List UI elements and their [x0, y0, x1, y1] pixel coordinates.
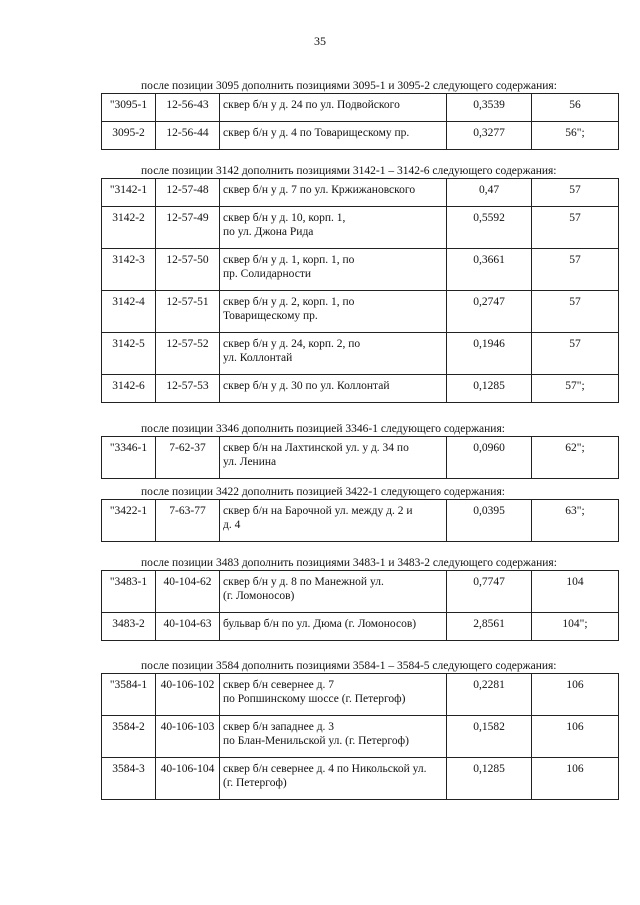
object-code: 7-62-37 [156, 437, 220, 479]
position-number: 3584-3 [102, 758, 156, 800]
object-area: 0,2281 [447, 674, 532, 716]
object-name: сквер б/н у д. 8 по Манежной ул. (г. Ломоносов) [220, 571, 447, 613]
object-area: 0,1285 [447, 758, 532, 800]
section-3142 [101, 165, 606, 403]
positions-table [101, 93, 619, 150]
table-row [102, 571, 619, 613]
section-intro: после позиции 3095 дополнить позициями 3095-1 и 3095-2 следующего содержания: [141, 80, 557, 92]
table-row [102, 613, 619, 641]
position-number: 3584-2 [102, 716, 156, 758]
object-area: 0,1946 [447, 333, 532, 375]
object-name: бульвар б/н по ул. Дюма (г. Ломоносов) [220, 613, 447, 641]
table-row [102, 122, 619, 150]
object-area: 0,7747 [447, 571, 532, 613]
district-number: 56 [532, 94, 619, 122]
position-number: 3095-2 [102, 122, 156, 150]
object-name: сквер б/н западнее д. 3 по Блан-Менильской ул. (г. Петергоф) [220, 716, 447, 758]
object-code: 40-104-62 [156, 571, 220, 613]
section-intro: после позиции 3584 дополнить позициями 3584-1 – 3584-5 следующего содержания: [141, 660, 557, 672]
object-name: сквер б/н у д. 4 по Товарищескому пр. [220, 122, 447, 150]
object-area: 0,2747 [447, 291, 532, 333]
page-number: 35 [314, 34, 326, 48]
positions-table [101, 178, 619, 403]
section-3422 [101, 486, 606, 542]
section-intro: после позиции 3422 дополнить позицией 3422-1 следующего содержания: [141, 486, 505, 498]
object-name: сквер б/н севернее д. 7 по Ропшинскому шоссе (г. Петергоф) [220, 674, 447, 716]
object-area: 0,1582 [447, 716, 532, 758]
section-3095 [101, 80, 606, 150]
object-code: 7-63-77 [156, 500, 220, 542]
object-name: сквер б/н у д. 10, корп. 1, по ул. Джона Рида [220, 207, 447, 249]
object-code: 40-106-103 [156, 716, 220, 758]
district-number: 104 [532, 571, 619, 613]
object-code: 12-57-52 [156, 333, 220, 375]
object-name: сквер б/н у д. 24 по ул. Подвойского [220, 94, 447, 122]
district-number: 57 [532, 179, 619, 207]
district-number: 57 [532, 291, 619, 333]
district-number: 106 [532, 758, 619, 800]
object-area: 0,5592 [447, 207, 532, 249]
object-name: сквер б/н на Лахтинской ул. у д. 34 по ул. Ленина [220, 437, 447, 479]
object-area: 0,3661 [447, 249, 532, 291]
table-row [102, 249, 619, 291]
object-name: сквер б/н у д. 30 по ул. Коллонтай [220, 375, 447, 403]
table-row [102, 94, 619, 122]
positions-table [101, 436, 619, 479]
object-code: 12-57-48 [156, 179, 220, 207]
object-code: 40-106-102 [156, 674, 220, 716]
object-code: 12-56-43 [156, 94, 220, 122]
section-3584 [101, 660, 606, 800]
object-code: 12-57-51 [156, 291, 220, 333]
position-number: "3422-1 [102, 500, 156, 542]
table-row [102, 716, 619, 758]
position-number: 3142-4 [102, 291, 156, 333]
object-area: 2,8561 [447, 613, 532, 641]
district-number: 56"; [532, 122, 619, 150]
section-3346 [101, 423, 606, 479]
object-code: 12-57-49 [156, 207, 220, 249]
table-row [102, 758, 619, 800]
table-row [102, 437, 619, 479]
table-row [102, 291, 619, 333]
object-area: 0,3277 [447, 122, 532, 150]
district-number: 57 [532, 333, 619, 375]
positions-table [101, 570, 619, 641]
positions-table [101, 673, 619, 800]
table-row [102, 375, 619, 403]
table-row [102, 333, 619, 375]
position-number: "3346-1 [102, 437, 156, 479]
section-intro: после позиции 3142 дополнить позициями 3142-1 – 3142-6 следующего содержания: [141, 165, 557, 177]
object-code: 12-56-44 [156, 122, 220, 150]
object-code: 40-106-104 [156, 758, 220, 800]
district-number: 63"; [532, 500, 619, 542]
position-number: "3584-1 [102, 674, 156, 716]
district-number: 57 [532, 249, 619, 291]
table-row [102, 500, 619, 542]
district-number: 106 [532, 674, 619, 716]
positions-table [101, 499, 619, 542]
object-name: сквер б/н у д. 24, корп. 2, по ул. Коллонтай [220, 333, 447, 375]
object-area: 0,3539 [447, 94, 532, 122]
object-area: 0,1285 [447, 375, 532, 403]
district-number: 57 [532, 207, 619, 249]
object-name: сквер б/н у д. 2, корп. 1, по Товарищескому пр. [220, 291, 447, 333]
district-number: 57"; [532, 375, 619, 403]
object-name: сквер б/н севернее д. 4 по Никольской ул. (г. Петергоф) [220, 758, 447, 800]
position-number: 3142-3 [102, 249, 156, 291]
object-area: 0,47 [447, 179, 532, 207]
object-name: сквер б/н у д. 1, корп. 1, по пр. Солидарности [220, 249, 447, 291]
section-intro: после позиции 3483 дополнить позициями 3483-1 и 3483-2 следующего содержания: [141, 557, 557, 569]
table-row [102, 179, 619, 207]
position-number: "3483-1 [102, 571, 156, 613]
section-intro: после позиции 3346 дополнить позицией 3346-1 следующего содержания: [141, 423, 505, 435]
section-3483 [101, 557, 606, 641]
object-area: 0,0960 [447, 437, 532, 479]
table-row [102, 207, 619, 249]
district-number: 62"; [532, 437, 619, 479]
object-area: 0,0395 [447, 500, 532, 542]
district-number: 104"; [532, 613, 619, 641]
object-name: сквер б/н на Барочной ул. между д. 2 и д. 4 [220, 500, 447, 542]
object-code: 12-57-50 [156, 249, 220, 291]
position-number: 3142-5 [102, 333, 156, 375]
position-number: 3142-6 [102, 375, 156, 403]
table-row [102, 674, 619, 716]
position-number: 3483-2 [102, 613, 156, 641]
object-code: 12-57-53 [156, 375, 220, 403]
position-number: "3142-1 [102, 179, 156, 207]
object-name: сквер б/н у д. 7 по ул. Кржижановского [220, 179, 447, 207]
position-number: "3095-1 [102, 94, 156, 122]
district-number: 106 [532, 716, 619, 758]
object-code: 40-104-63 [156, 613, 220, 641]
position-number: 3142-2 [102, 207, 156, 249]
